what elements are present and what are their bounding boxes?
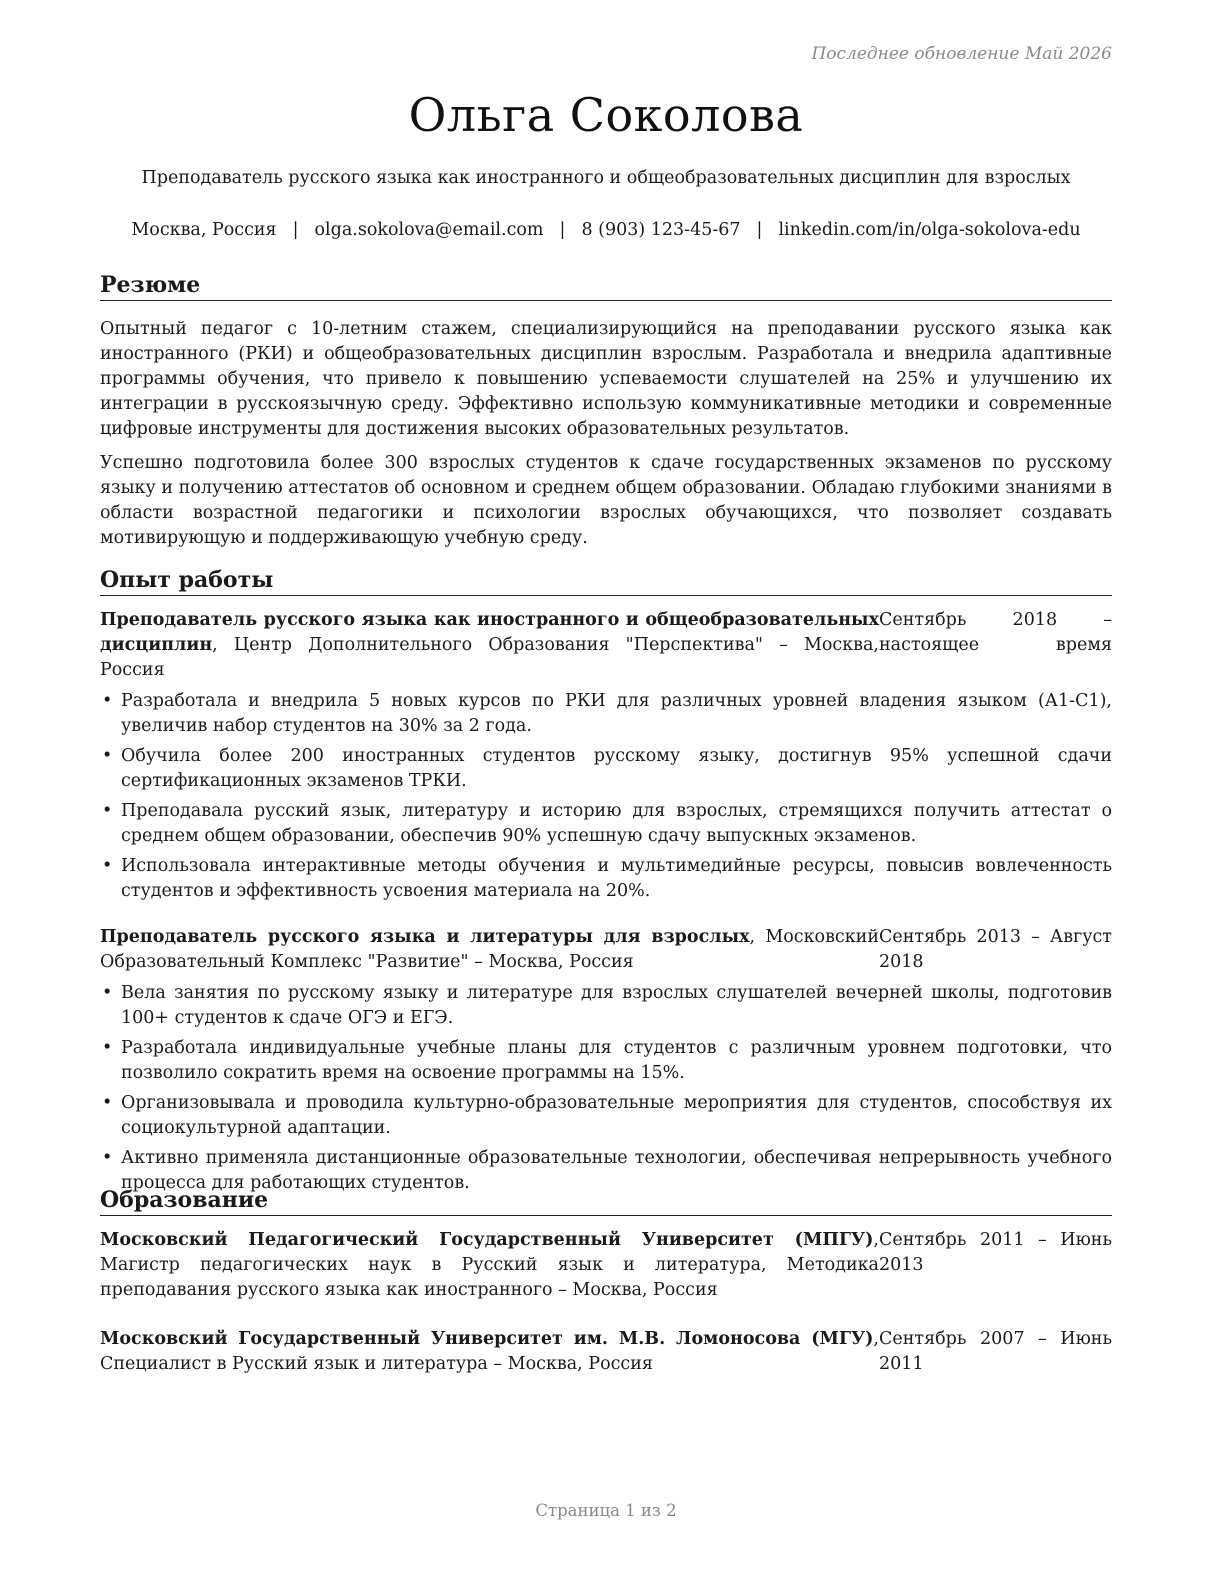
section-title-experience: Опыт работы (100, 566, 1112, 596)
education-dates: Сентябрь 2007 – Июнь 2011 (879, 1329, 1112, 1374)
job-role: Преподаватель русского языка и литературы для взрослых (100, 927, 750, 947)
job-header (100, 608, 1112, 683)
contact-phone: 8 (903) 123-45-67 (581, 220, 741, 240)
education-school: Московский Государственный Университет им. М.В. Ломоносова (МГУ) (100, 1329, 874, 1349)
job-bullets (100, 981, 1112, 1196)
job-bullet: • Разработала индивидуальные учебные планы для студентов с различным уровнем подготовки, что позволило сократить время на освоение программы на 15%. (100, 1036, 1112, 1086)
education-section (100, 1186, 1112, 1377)
job-header (100, 925, 1112, 975)
job-bullet: • Активно применяла дистанционные образовательные технологии, обеспечивая непрерывность учебного процесса для работающих студентов. (100, 1146, 1112, 1196)
summary-section (100, 271, 1112, 551)
job-role: Преподаватель русского языка как иностранного и общеобразовательных дисциплин (100, 610, 879, 655)
job-bullet: • Использовала интерактивные методы обучения и мультимедийные ресурсы, повысив вовлеченность студентов и эффективность усвоения материала на 20%. (100, 854, 1112, 904)
section-title-education: Образование (100, 1186, 1112, 1216)
education-entry (100, 1327, 1112, 1377)
job-entry (100, 608, 1112, 904)
last-updated: Последнее обновление Май 2026 (811, 44, 1112, 64)
contact-line (100, 220, 1112, 240)
job-dates: Сентябрь 2018 – настоящее время (879, 610, 1112, 655)
job-entry (100, 925, 1112, 1196)
candidate-title: Преподаватель русского языка как иностранного и общеобразовательных дисциплин для взрослых (141, 168, 1071, 188)
education-school: Московский Педагогический Государственный Университет (МПГУ) (100, 1230, 874, 1250)
contact-location: Москва, Россия (131, 220, 277, 240)
section-title-summary: Резюме (100, 271, 1112, 301)
job-organization: , Центр Дополнительного Образования "Перспектива" – Москва, Россия (100, 635, 879, 680)
education-detail: , Специалист в Русский язык и литература – Москва, Россия (100, 1329, 879, 1374)
contact-separator: | (292, 220, 299, 240)
job-bullets (100, 689, 1112, 904)
contact-linkedin[interactable]: linkedin.com/in/olga-sokolova-edu (778, 220, 1081, 240)
candidate-name: Ольга Соколова (408, 88, 804, 142)
contact-separator: | (559, 220, 566, 240)
summary-paragraph: Опытный педагог с 10-летним стажем, специализирующийся на преподавании русского языка как иностранного (РКИ) и общеобразовательных дисциплин взрослым. Разработала и внедрила адаптивные программы обучения, что привело к повышению успеваемости слушателей на 25% и улучшению их интеграции в русскоязычную среду. Эффективно использую коммуникативные методики и современные цифровые инструменты для достижения высоких образовательных результатов. (100, 319, 1112, 439)
education-detail: , Магистр педагогических наук в Русский язык и литература, Методика преподавания русского языка как иностранного – Москва, Россия (100, 1230, 879, 1300)
job-bullet: • Обучила более 200 иностранных студентов русскому языку, достигнув 95% успешной сдачи сертификационных экзаменов ТРКИ. (100, 744, 1112, 794)
job-bullet: • Организовывала и проводила культурно-образовательные мероприятия для студентов, способствуя их социокультурной адаптации. (100, 1091, 1112, 1141)
page-number: Страница 1 из 2 (535, 1501, 677, 1520)
resume-page (100, 0, 1112, 1584)
job-bullet: • Вела занятия по русскому языку и литературе для взрослых слушателей вечерней школы, подготовив 100+ студентов к сдаче ОГЭ и ЕГЭ. (100, 981, 1112, 1031)
experience-section (100, 566, 1112, 1201)
contact-separator: | (756, 220, 763, 240)
contact-email[interactable]: olga.sokolova@email.com (314, 220, 544, 240)
education-entry (100, 1228, 1112, 1303)
education-dates: Сентябрь 2011 – Июнь 2013 (879, 1230, 1112, 1275)
job-bullet: • Разработала и внедрила 5 новых курсов по РКИ для различных уровней владения языком (А1-С1), увеличив набор студентов на 30% за 2 года. (100, 689, 1112, 739)
job-bullet: • Преподавала русский язык, литературу и историю для взрослых, стремящихся получить аттестат о среднем общем образовании, обеспечив 90% успешную сдачу выпускных экзаменов. (100, 799, 1112, 849)
job-dates: Сентябрь 2013 – Август 2018 (879, 927, 1112, 972)
job-organization: , Московский Образовательный Комплекс "Развитие" – Москва, Россия (100, 927, 879, 972)
summary-paragraph: Успешно подготовила более 300 взрослых студентов к сдаче государственных экзаменов по русскому языку и получению аттестатов об основном и среднем общем образовании. Обладаю глубокими знаниями в области возрастной педагогики и психологии взрослых обучающихся, что позволяет создавать мотивирующую и поддерживающую учебную среду. (100, 453, 1112, 548)
